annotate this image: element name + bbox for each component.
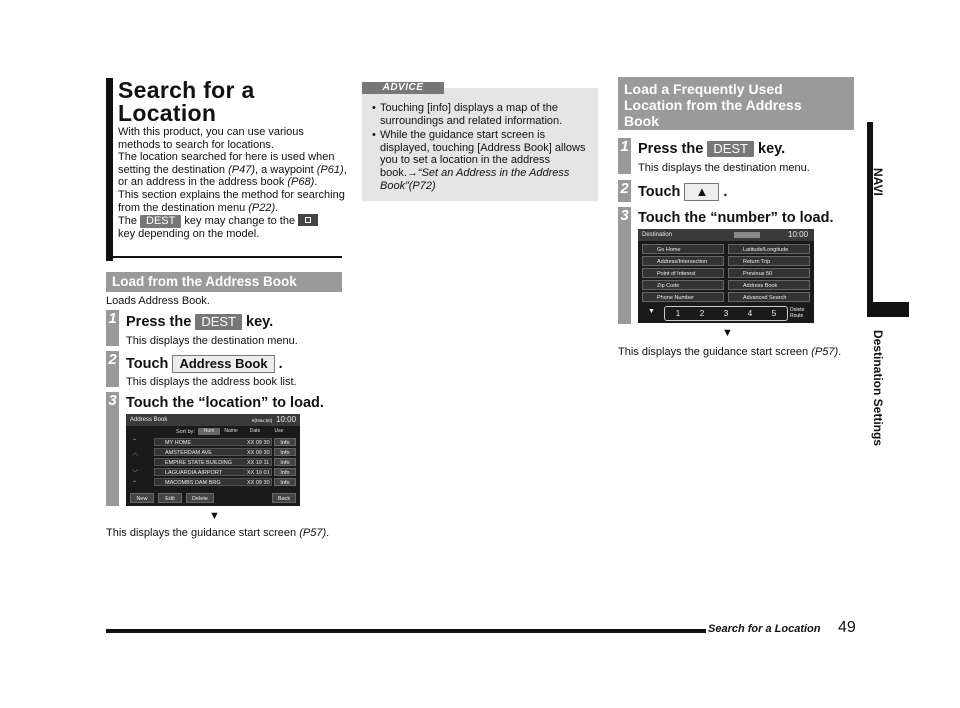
clock: 10:00 bbox=[276, 415, 297, 424]
info-button[interactable]: Info bbox=[274, 468, 296, 476]
phone-number-button[interactable]: Phone Number bbox=[642, 292, 724, 302]
info-button[interactable]: Info bbox=[274, 458, 296, 466]
address-book-screen bbox=[126, 414, 300, 506]
number-2-button[interactable]: 2 bbox=[699, 309, 705, 318]
dest-clock: 10:00 bbox=[788, 230, 809, 239]
number-strip bbox=[664, 306, 788, 321]
previous-50-button[interactable]: Previous 50 bbox=[728, 268, 810, 278]
intro-text: With this product, you can use various methods to search for locations. The location searched for here is used when setting the destination (P47), a waypoint (P61), or an address in the address book (P68). This section explains the method for searching from the destination menu (P22). The DEST key may change to the key depending on the model. bbox=[118, 126, 347, 241]
advice-item-1: • Touching [info] displays a map of the surroundings and related information. bbox=[372, 102, 594, 127]
scroll-down-icon[interactable]: ﹀ bbox=[132, 471, 139, 477]
collapse-arrow-icon[interactable]: ▼ bbox=[648, 308, 655, 315]
lat-long-button[interactable]: Latitude/Longitude bbox=[728, 244, 810, 254]
sort-tab-name[interactable]: Name bbox=[224, 428, 238, 434]
step-desc-1b: This displays the destination menu. bbox=[638, 162, 810, 174]
edit-button[interactable]: Edit bbox=[158, 493, 182, 503]
list-item[interactable]: MY HOME XX 09 30 bbox=[154, 438, 272, 446]
ref-p22[interactable]: (P22) bbox=[248, 201, 276, 214]
step-number-2: 2 bbox=[106, 351, 119, 387]
step-title-1b: Press the DEST key. bbox=[638, 141, 786, 157]
info-button[interactable]: Info bbox=[274, 448, 296, 456]
step-number-3: 3 bbox=[106, 392, 119, 506]
sort-tab-use[interactable]: Use bbox=[274, 428, 284, 434]
ref-p61[interactable]: (P61) bbox=[316, 163, 344, 176]
sidebar-rule bbox=[867, 122, 873, 302]
arrow-down-icon: ▼ bbox=[209, 510, 220, 522]
scroll-up-icon[interactable]: ︿ bbox=[132, 451, 139, 457]
advice-box bbox=[362, 88, 598, 201]
page-title: Search for a Location bbox=[118, 77, 255, 126]
dest-screen-header bbox=[638, 229, 814, 241]
step-number-2b: 2 bbox=[618, 180, 631, 202]
back-button[interactable]: Back bbox=[272, 493, 296, 503]
page-number: 49 bbox=[838, 619, 856, 636]
map-key-icon bbox=[298, 214, 318, 226]
title-accent-bar bbox=[106, 78, 113, 261]
entry-count: 8(Max:50) bbox=[252, 418, 273, 423]
advanced-search-button[interactable]: Advanced Search bbox=[728, 292, 810, 302]
list-item[interactable]: AMSTERDAM AVE XX 09 30 bbox=[154, 448, 272, 456]
delete-route-button[interactable]: Delete Route bbox=[790, 307, 805, 319]
number-4-button[interactable]: 4 bbox=[747, 309, 753, 318]
sidebar-dest-label: Destination Settings bbox=[871, 330, 885, 447]
sort-tab-num[interactable]: Num bbox=[198, 428, 220, 435]
ref-p57[interactable]: (P57) bbox=[299, 527, 327, 539]
list-item[interactable]: EMPIRE STATE BUILDING XX 10 11 bbox=[154, 458, 272, 466]
section-header-address-book: Load from the Address Book bbox=[106, 272, 342, 292]
zip-code-button[interactable]: Zip Code bbox=[642, 280, 724, 290]
list-item[interactable]: MACOMBS DAM BRG XX 09 30 bbox=[154, 478, 272, 486]
header-tab bbox=[734, 232, 760, 238]
ref-p68[interactable]: (P68) bbox=[287, 176, 315, 189]
poi-button[interactable]: Point of Interest bbox=[642, 268, 724, 278]
ref-p47[interactable]: (P47) bbox=[228, 163, 255, 176]
list-item[interactable]: LAGUARDIA AIRPORT XX 10 01 bbox=[154, 468, 272, 476]
arrow-down-icon-b: ▼ bbox=[722, 327, 733, 339]
advice-label: ADVICE bbox=[362, 82, 444, 94]
return-trip-button[interactable]: Return Trip bbox=[728, 256, 810, 266]
go-home-button[interactable]: Go Home bbox=[642, 244, 724, 254]
sidebar-block bbox=[867, 302, 909, 317]
step-title-2: Touch Address Book . bbox=[126, 356, 283, 372]
ref-p57-b[interactable]: (P57) bbox=[811, 346, 839, 358]
section-description: Loads Address Book. bbox=[106, 295, 210, 307]
destination-screen bbox=[638, 229, 814, 323]
step-desc-2: This displays the address book list. bbox=[126, 376, 297, 388]
number-5-button[interactable]: 5 bbox=[771, 309, 777, 318]
scroll-bottom-icon[interactable]: ⌄ bbox=[132, 478, 138, 484]
dest-key-b: DEST bbox=[707, 141, 754, 157]
advice-item-2: • While the guidance start screen is displayed, touching [Address Book] allows you to set a location in the address book.→“Set an Address in the Address Book”(P72) bbox=[372, 129, 594, 192]
address-book-menu-button[interactable]: Address Book bbox=[728, 280, 810, 290]
step-title-2b: Touch ▲ . bbox=[638, 184, 728, 200]
sort-label: Sort by: bbox=[176, 429, 195, 435]
up-arrow-button[interactable]: ▲ bbox=[684, 183, 719, 201]
screen-title: Address Book bbox=[130, 417, 168, 423]
address-intersection-button[interactable]: Address/Intersection bbox=[642, 256, 724, 266]
scroll-top-icon[interactable]: ⌃ bbox=[132, 439, 138, 445]
step-title-3b: Touch the “number” to load. bbox=[638, 210, 834, 226]
sidebar-navi-label: NAVI bbox=[871, 168, 885, 196]
title-underline bbox=[106, 256, 342, 258]
ref-p72[interactable]: “Set an Address in the Address Book”(P72) bbox=[380, 166, 570, 192]
caption-1: This displays the guidance start screen (P57). bbox=[106, 527, 330, 539]
section-header-frequent: Load a Frequently Used Location from the Address Book bbox=[618, 77, 854, 130]
step-number-1b: 1 bbox=[618, 138, 631, 174]
caption-2: This displays the guidance start screen (P57). bbox=[618, 346, 842, 358]
new-button[interactable]: New bbox=[130, 493, 154, 503]
footer-rule bbox=[106, 629, 706, 633]
number-1-button[interactable]: 1 bbox=[675, 309, 681, 318]
sort-tab-date[interactable]: Date bbox=[249, 428, 261, 434]
dest-screen-title: Destination bbox=[642, 232, 673, 238]
step-desc-1: This displays the destination menu. bbox=[126, 335, 298, 347]
footer-title: Search for a Location bbox=[708, 623, 821, 635]
dest-key: DEST bbox=[195, 314, 242, 330]
address-book-button[interactable]: Address Book bbox=[172, 355, 274, 373]
info-button[interactable]: Info bbox=[274, 438, 296, 446]
delete-button[interactable]: Delete bbox=[186, 493, 214, 503]
step-number-3b: 3 bbox=[618, 207, 631, 324]
info-button[interactable]: Info bbox=[274, 478, 296, 486]
step-title-1: Press the DEST key. bbox=[126, 314, 274, 330]
screen-header bbox=[126, 414, 300, 426]
dest-key-badge: DEST bbox=[140, 215, 181, 228]
step-title-3: Touch the “location” to load. bbox=[126, 395, 324, 411]
number-3-button[interactable]: 3 bbox=[723, 309, 729, 318]
step-number-1: 1 bbox=[106, 310, 119, 346]
